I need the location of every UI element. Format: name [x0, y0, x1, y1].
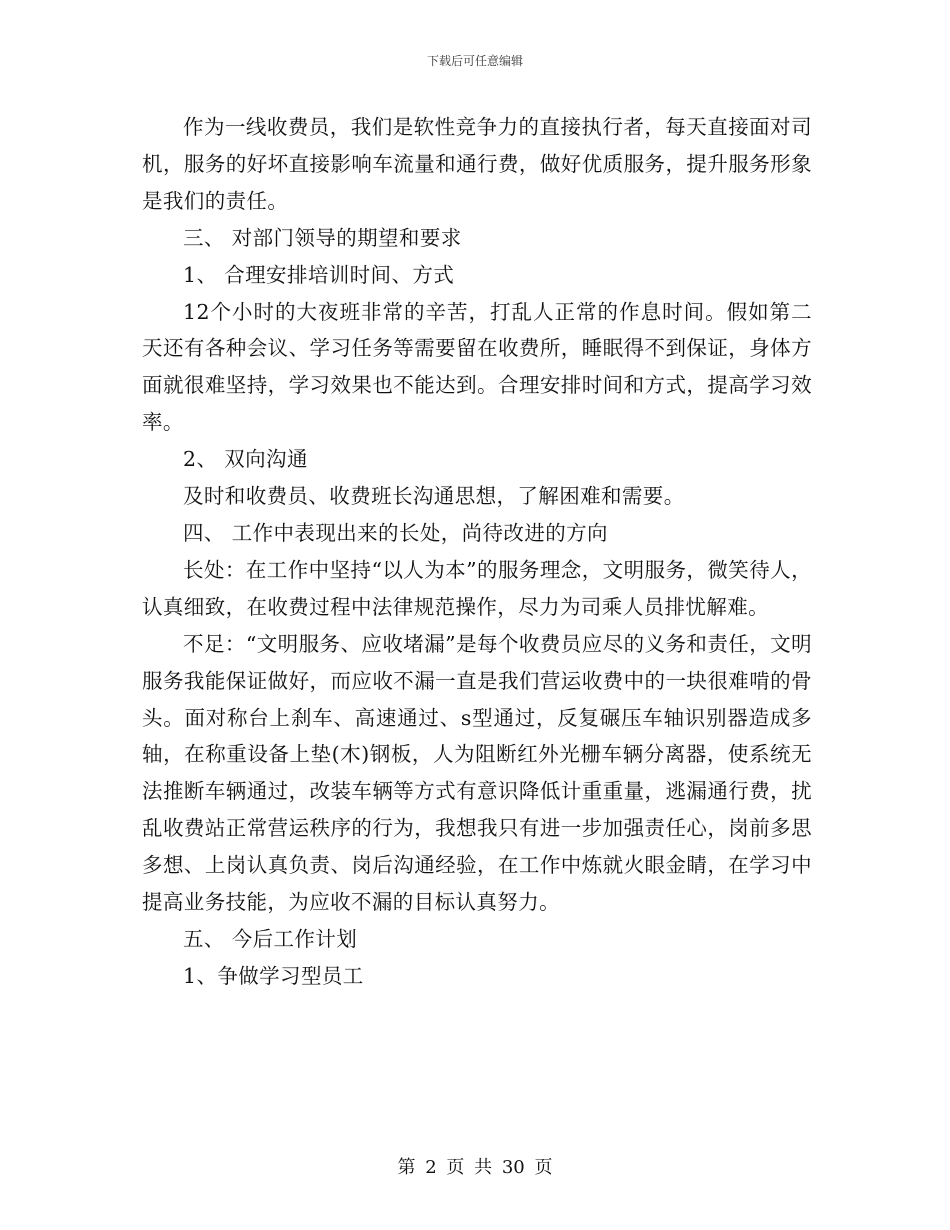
subheading-training-schedule: 1、 合理安排培训时间、方式	[183, 262, 455, 287]
subheading-two-way-communication: 2、 双向沟通	[183, 447, 308, 472]
section-heading-future-plan: 五、 今后工作计划	[183, 926, 358, 951]
paragraph-strengths: 长处：在工作中坚持“以人为本”的服务理念，文明服务，微笑待人，认真细致，在收费过程中法律规范操作，尽力为司乘人员排忧解难。	[142, 557, 812, 619]
paragraph-frontline-role: 作为一线收费员，我们是软性竞争力的直接执行者，每天直接面对司机，服务的好坏直接影响车流量和通行费，做好优质服务，提升服务形象是我们的责任。	[142, 115, 812, 213]
section-heading-expectations: 三、 对部门领导的期望和要求	[183, 225, 462, 250]
document-body	[142, 109, 812, 995]
page-header: 下载后可任意编辑	[426, 54, 523, 68]
subheading-learning-employee: 1、争做学习型员工	[183, 963, 364, 988]
page-number-footer: 第 2 页 共 30 页	[397, 1157, 553, 1178]
section-heading-strengths: 四、 工作中表现出来的长处，尚待改进的方向	[183, 520, 608, 545]
paragraph-night-shift: 12个小时的大夜班非常的辛苦，打乱人正常的作息时间。假如第二天还有各种会议、学习任务等需要留在收费所，睡眠得不到保证，身体方面就很难坚持，学习效果也不能达到。合理安排时间和方式，提高学习效率。	[142, 299, 812, 435]
paragraph-communication: 及时和收费员、收费班长沟通思想，了解困难和需要。	[183, 484, 685, 509]
paragraph-shortcomings: 不足：“文明服务、应收堵漏”是每个收费员应尽的义务和责任，文明服务我能保证做好，而应收不漏一直是我们营运收费中的一块很难啃的骨头。面对称台上刹车、高速通过、s型通过，反复碾压车轴识别器造成多轴，在称重设备上垫(木)钢板，人为阻断红外光栅车辆分离器，使系统无法推断车辆通过，改装车辆等方式有意识降低计重重量，逃漏通行费，扰乱收费站正常营运秩序的行为，我想我只有进一步加强责任心，岗前多思多想、上岗认真负责、岗后沟通经验，在工作中炼就火眼金睛，在学习中提高业务技能，为应收不漏的目标认真努力。	[142, 631, 812, 915]
